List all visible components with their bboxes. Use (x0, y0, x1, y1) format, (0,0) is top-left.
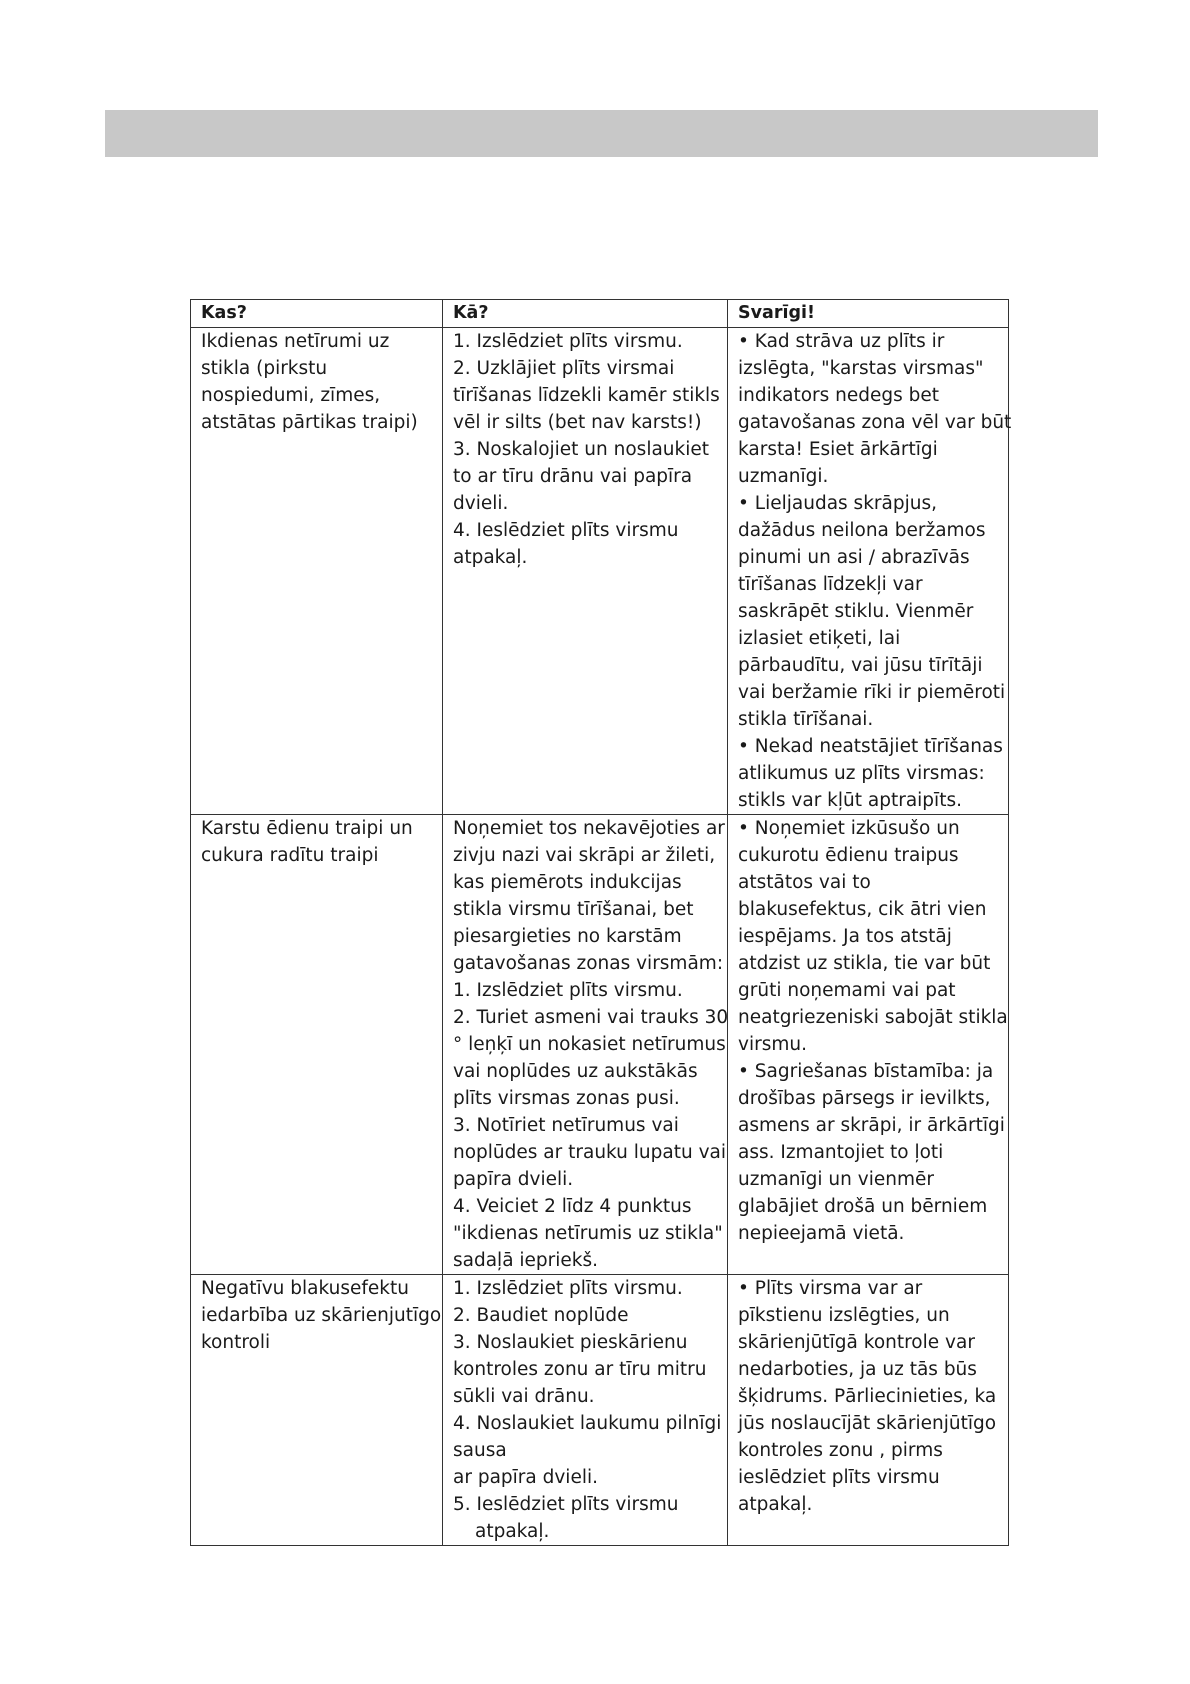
text-line: cukura radītu traipi (201, 845, 379, 866)
important-cell (728, 328, 1012, 815)
text-line: stikla (pirkstu (201, 358, 328, 379)
text-line: atstātos vai to (738, 872, 871, 893)
text-line: sūkli vai drānu. (453, 1386, 595, 1407)
text-line: Ikdienas netīrumi uz (201, 331, 390, 352)
text-line: uzmanīgi un vienmēr (738, 1169, 934, 1190)
text-line: kontroli (201, 1332, 271, 1353)
text-line: ass. Izmantojiet to ļoti (738, 1142, 944, 1163)
text-line: 1. Izslēdziet plīts virsmu. (453, 331, 683, 352)
text-line: Noņemiet tos nekavējoties ar (453, 818, 725, 839)
text-line: 2. Turiet asmeni vai trauks 30 (453, 1007, 729, 1028)
text-line: sausa (453, 1440, 507, 1461)
text-line: dvieli. (453, 493, 509, 514)
text-line: iespējams. Ja tos atstāj (738, 926, 952, 947)
text-line: šķidrums. Pārliecinieties, ka (738, 1386, 997, 1407)
text-line: atpakaļ. (738, 1494, 813, 1515)
text-line: ° leņķī un nokasiet netīrumus (453, 1034, 726, 1055)
table-header-row (191, 300, 1009, 328)
text-line: kas piemērots indukcijas (453, 872, 682, 893)
text-line: asmens ar skrāpi, ir ārkārtīgi (738, 1115, 1005, 1136)
text-line: atpakaļ. (453, 547, 528, 568)
text-line: atpakaļ. (475, 1521, 550, 1542)
text-line: blakusefektus, cik ātri vien (738, 899, 987, 920)
text-line: izlasiet etiķeti, lai (738, 628, 901, 649)
text-line: 4. Ieslēdziet plīts virsmu (453, 520, 679, 541)
text-line: "ikdienas netīrumis uz stikla" (453, 1223, 723, 1244)
text-line: Karstu ēdienu traipi un (201, 818, 413, 839)
text-line: vai noplūdes uz aukstākās (453, 1061, 698, 1082)
text-line: drošības pārsegs ir ievilkts, (738, 1088, 991, 1109)
text-line: uzmanīgi. (738, 466, 829, 487)
text-line: 1. Izslēdziet plīts virsmu. (453, 980, 683, 1001)
text-line: vai beržamie rīki ir piemēroti (738, 682, 1006, 703)
text-line: 3. Noslaukiet pieskārienu (453, 1332, 688, 1353)
text-line: saskrāpēt stiklu. Vienmēr (738, 601, 974, 622)
text-line: 4. Veiciet 2 līdz 4 punktus (453, 1196, 692, 1217)
text-line: plīts virsmas zonas pusi. (453, 1088, 680, 1109)
text-line: 3. Noskalojiet un noslaukiet (453, 439, 710, 460)
what-cell (191, 1275, 443, 1546)
text-line: skārienjūtīgā kontrole var (738, 1332, 975, 1353)
what-cell (191, 815, 443, 1275)
table-row (191, 328, 1009, 815)
what-cell (191, 328, 443, 815)
text-line: ar papīra dvieli. (453, 1467, 598, 1488)
how-cell (443, 328, 728, 815)
text-line: iedarbība uz skārienjutīgo (201, 1305, 442, 1326)
text-line: pārbaudītu, vai jūsu tīrītāji (738, 655, 983, 676)
column-header-important: Svarīgi! (728, 300, 1009, 328)
text-line: to ar tīru drānu vai papīra (453, 466, 693, 487)
table-row (191, 1275, 1009, 1546)
text-line: stikla virsmu tīrīšanai, bet (453, 899, 694, 920)
how-cell (443, 1275, 728, 1546)
text-line: gatavošanas zona vēl var būt (738, 412, 1012, 433)
text-line: kontroles zonu , pirms (738, 1440, 943, 1461)
how-cell (443, 815, 728, 1275)
text-line: papīra dvieli. (453, 1169, 574, 1190)
table-row (191, 815, 1009, 1275)
text-line: • Noņemiet izkūsušo un (738, 818, 960, 839)
text-line: • Sagriešanas bīstamība: ja (738, 1061, 994, 1082)
column-header-how: Kā? (443, 300, 728, 328)
text-line: Negatīvu blakusefektu (201, 1278, 409, 1299)
text-line: • Lieljaudas skrāpjus, (738, 493, 937, 514)
text-line: • Plīts virsma var ar (738, 1278, 923, 1299)
text-line: jūs noslaucījāt skārienjūtīgo (738, 1413, 997, 1434)
cleaning-table (190, 299, 1012, 1546)
text-line: indikators nedegs bet (738, 385, 940, 406)
text-line: nepieejamā vietā. (738, 1223, 905, 1244)
text-line: 3. Notīriet netīrumus vai (453, 1115, 679, 1136)
text-line: 1. Izslēdziet plīts virsmu. (453, 1278, 683, 1299)
text-line: gatavošanas zonas virsmām: (453, 953, 724, 974)
text-line: nospiedumi, zīmes, (201, 385, 381, 406)
text-line: tīrīšanas līdzekli kamēr stikls (453, 385, 720, 406)
text-line: izslēgta, "karstas virsmas" (738, 358, 984, 379)
text-line: stikls var kļūt aptraipīts. (738, 790, 962, 811)
text-line: kontroles zonu ar tīru mitru (453, 1359, 707, 1380)
text-line: tīrīšanas līdzekļi var (738, 574, 923, 595)
text-line: • Nekad neatstājiet tīrīšanas (738, 736, 1003, 757)
text-line: vēl ir silts (bet nav karsts!) (453, 412, 702, 433)
text-line: sadaļā iepriekš. (453, 1250, 599, 1271)
text-line: • Kad strāva uz plīts ir (738, 331, 945, 352)
text-line: virsmu. (738, 1034, 807, 1055)
text-line: stikla tīrīšanai. (738, 709, 874, 730)
text-line: 5. Ieslēdziet plīts virsmu (453, 1494, 679, 1515)
text-line: piesargieties no karstām (453, 926, 682, 947)
text-line: ieslēdziet plīts virsmu (738, 1467, 940, 1488)
text-line: 2. Uzklājiet plīts virsmai (453, 358, 675, 379)
important-cell (728, 815, 1009, 1275)
text-line: glabājiet drošā un bērniem (738, 1196, 988, 1217)
text-line: grūti noņemami vai pat (738, 980, 956, 1001)
text-line: neatgriezeniski sabojāt stikla (738, 1007, 1008, 1028)
text-line: pinumi un asi / abrazīvās (738, 547, 970, 568)
header-bar (105, 110, 1098, 157)
text-line: karsta! Esiet ārkārtīgi (738, 439, 938, 460)
text-line: atstātas pārtikas traipi) (201, 412, 418, 433)
text-line: noplūdes ar trauku lupatu vai (453, 1142, 727, 1163)
text-line: nedarboties, ja uz tās būs (738, 1359, 977, 1380)
text-line: 2. Baudiet noplūde (453, 1305, 629, 1326)
column-header-what: Kas? (191, 300, 443, 328)
text-line: cukurotu ēdienu traipus (738, 845, 959, 866)
text-line: 4. Noslaukiet laukumu pilnīgi (453, 1413, 722, 1434)
important-cell (728, 1275, 1009, 1546)
text-line: dažādus neilona beržamos (738, 520, 986, 541)
text-line: atdzist uz stikla, tie var būt (738, 953, 991, 974)
text-line: pīkstienu izslēgties, un (738, 1305, 950, 1326)
text-line: atlikumus uz plīts virsmas: (738, 763, 985, 784)
text-line: zivju nazi vai skrāpi ar žileti, (453, 845, 716, 866)
